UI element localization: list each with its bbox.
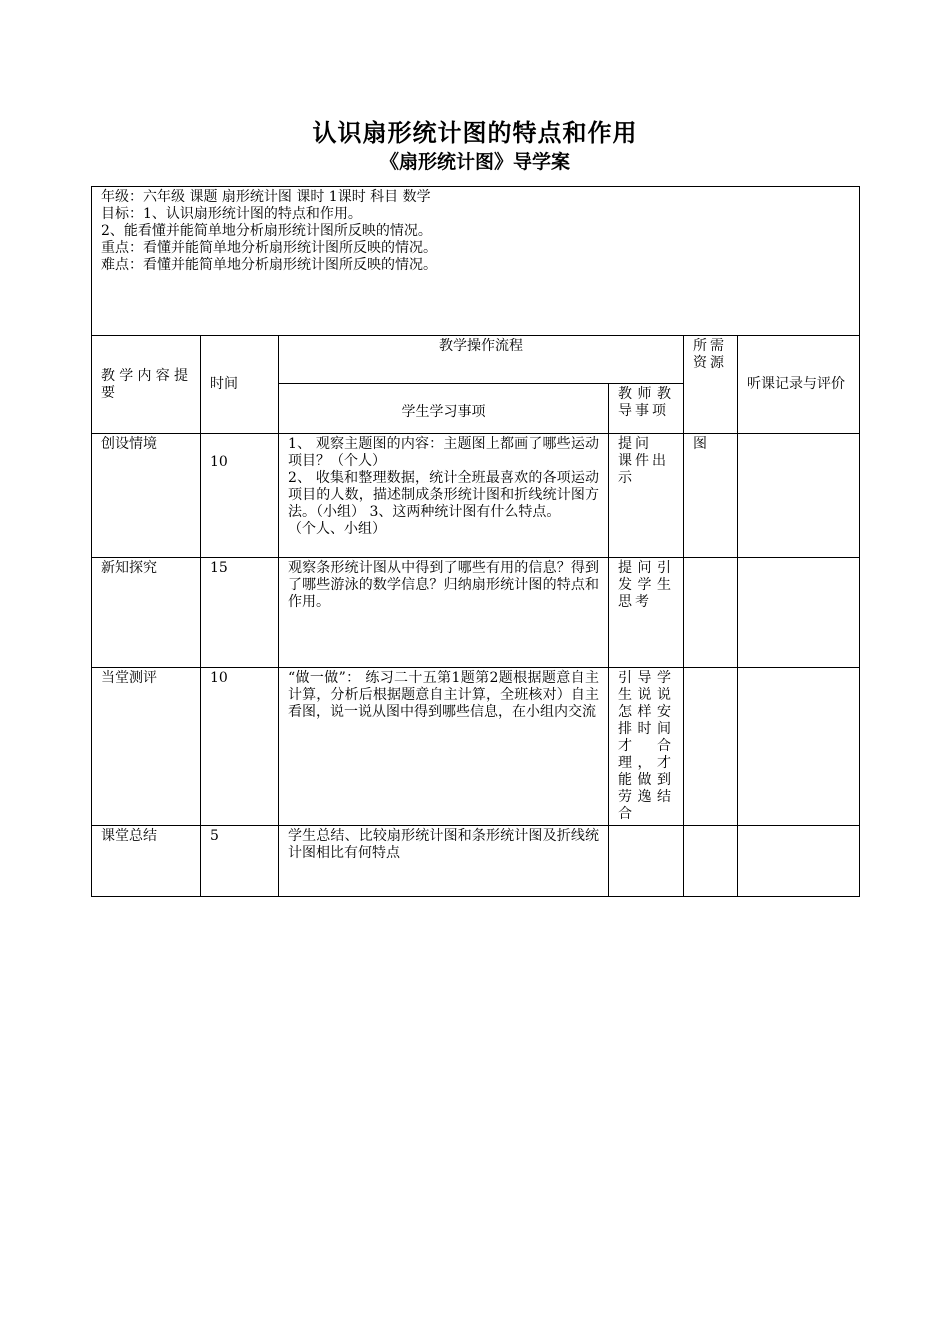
objective-line-1: 目标：1、认识扇形统计图的特点和作用。 [101, 206, 362, 222]
row-content: 当堂测评 [92, 668, 201, 826]
row-time: 10 [201, 668, 279, 826]
row-student: 学生总结、比较扇形统计图和条形统计图及折线统计图相比有何特点 [279, 826, 609, 897]
row-record [738, 558, 860, 668]
row-teacher: 提问引发学生思考 [609, 558, 684, 668]
row-time: 5 [201, 826, 279, 897]
row-time: 15 [201, 558, 279, 668]
header-row-1 [92, 336, 860, 384]
table-row [92, 826, 860, 897]
lesson-info-cell [92, 187, 860, 336]
header-content: 教学内容提要 [92, 336, 201, 434]
row-resource [684, 558, 738, 668]
row-record [738, 434, 860, 558]
lesson-plan-table [91, 186, 860, 897]
row-teacher [609, 826, 684, 897]
key-point-line: 重点：看懂并能简单地分析扇形统计图所反映的情况。 [101, 240, 437, 256]
row-teacher: 提问 课件出示 [609, 434, 684, 558]
row-content: 课堂总结 [92, 826, 201, 897]
row-resource: 图 [684, 434, 738, 558]
document-title: 认识扇形统计图的特点和作用 [312, 119, 638, 147]
header-process: 教学操作流程 [279, 336, 684, 384]
difficulty-line: 难点：看懂并能简单地分析扇形统计图所反映的情况。 [101, 257, 437, 273]
header-student: 学生学习事项 [279, 384, 609, 434]
row-student: 1、 观察主题图的内容：主题图上都画了哪些运动项目？（个人） 2、 收集和整理数据，统计全班最喜欢的各项运动项目的人数，描述制成条形统计图和折线统计图方法。（小组） 3、这两种统计图有什么特点。 （个人、小组） [279, 434, 609, 558]
row-content: 新知探究 [92, 558, 201, 668]
lesson-meta-line: 年级：六年级 课题 扇形统计图 课时 1课时 科目 数学 [101, 189, 431, 205]
header-resource: 所需资源 [684, 336, 738, 434]
row-record [738, 668, 860, 826]
table-row [92, 558, 860, 668]
header-record: 听课记录与评价 [738, 336, 860, 434]
document-subtitle: 《扇形统计图》导学案 [379, 151, 570, 173]
row-teacher: 引导学生说说怎样安排时间才合理，才能做到劳逸结合 [609, 668, 684, 826]
header-time: 时间 [201, 336, 279, 434]
row-record [738, 826, 860, 897]
objective-line-2: 2、能看懂并能简单地分析扇形统计图所反映的情况。 [101, 223, 432, 239]
table-row [92, 434, 860, 558]
row-resource [684, 826, 738, 897]
row-time: 10 [201, 434, 279, 558]
info-row [92, 187, 860, 336]
row-resource [684, 668, 738, 826]
header-teacher: 教师教导事项 [609, 384, 684, 434]
row-content: 创设情境 [92, 434, 201, 558]
table-row [92, 668, 860, 826]
row-student: “做一做”： 练习二十五第1题第2题根据题意自主计算，分析后根据题意自主计算，全班核对）自主看图，说一说从图中得到哪些信息，在小组内交流 [279, 668, 609, 826]
row-student: 观察条形统计图从中得到了哪些有用的信息？得到了哪些游泳的数学信息？归纳扇形统计图的特点和作用。 [279, 558, 609, 668]
